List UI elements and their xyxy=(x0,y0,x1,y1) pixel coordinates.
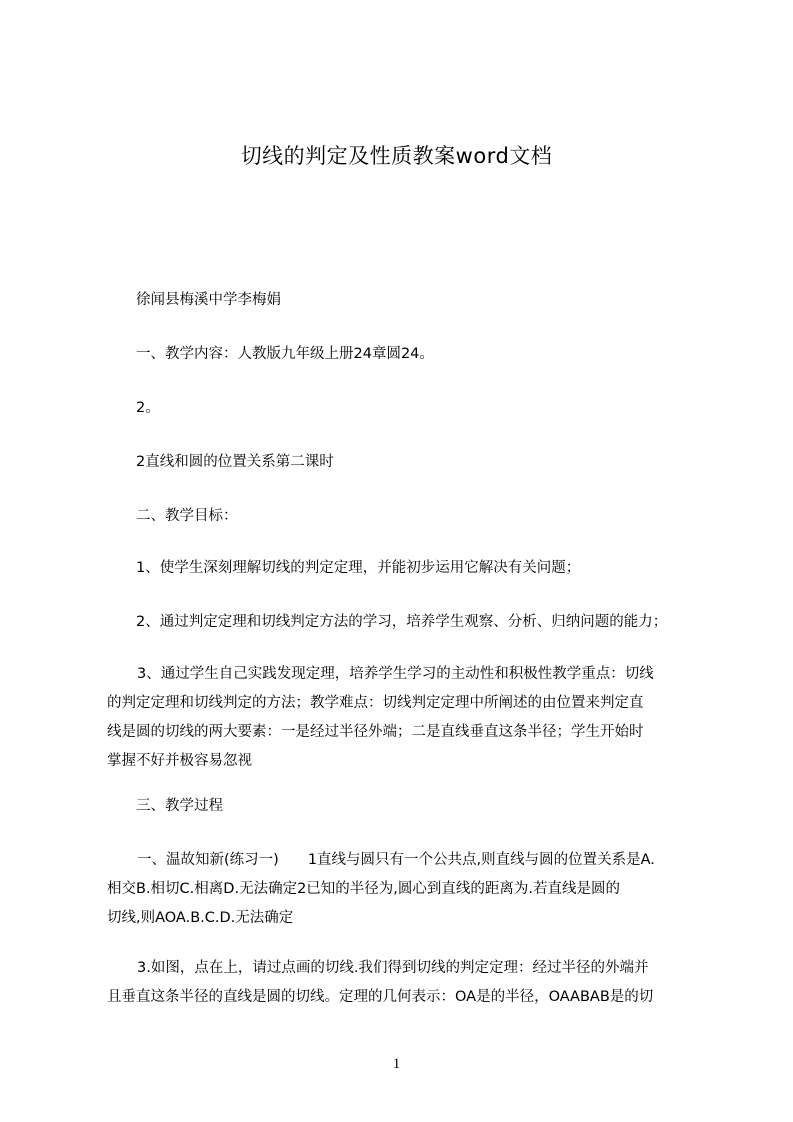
review-line: 一、温故知新(练习一) 1直线与圆只有一个公共点,则直线与圆的位置关系是A. xyxy=(137,852,655,868)
review-line: 切线,则AOA.B.C.D.无法确定 xyxy=(107,910,294,926)
example-line: 且垂直这条半径的直线是圆的切线。定理的几何表示：OA是的半径，OAABAB是的切 xyxy=(107,989,654,1005)
goal-3-line: 线是圆的切线的两大要素：一是经过半径外端；二是直线垂直这条半径；学生开始时 xyxy=(107,724,644,740)
goal-3-line: 的判定定理和切线判定的方法；教学难点：切线判定定理中所阐述的由位置来判定直 xyxy=(107,695,644,711)
page-number: 1 xyxy=(392,1056,401,1072)
review-paragraph xyxy=(107,846,655,933)
content-heading: 一、教学内容：人教版九年级上册24章圆24。 xyxy=(136,346,434,362)
goal-3-line: 掌握不好并极容易忽视 xyxy=(107,753,252,769)
example-paragraph xyxy=(107,954,653,1012)
process-heading: 三、教学过程 xyxy=(136,798,223,814)
goal-1: 1、使学生深刻理解切线的判定定理，并能初步运用它解决有关问题； xyxy=(136,560,581,576)
goal-3-line: 3、通过学生自己实践发现定理，培养学生学习的主动性和积极性教学重点：切线 xyxy=(137,666,654,682)
example-line: 3.如图，点在上，请过点画的切线.我们得到切线的判定定理：经过半径的外端并 xyxy=(137,960,649,976)
content-line-3: 2直线和圆的位置关系第二课时 xyxy=(136,454,334,470)
goal-3-paragraph xyxy=(107,660,654,776)
goal-2: 2、通过判定定理和切线判定方法的学习，培养学生观察、分析、归纳问题的能力； xyxy=(136,614,668,630)
content-line-2: 2。 xyxy=(136,400,160,416)
goals-heading: 二、教学目标： xyxy=(136,508,238,524)
review-line: 相交B.相切C.相离D.无法确定2已知的半径为,圆心到直线的距离为.若直线是圆的 xyxy=(107,881,621,897)
document-title: 切线的判定及性质教案word文档 xyxy=(240,144,553,168)
author-line: 徐闻县梅溪中学李梅娟 xyxy=(136,292,281,308)
